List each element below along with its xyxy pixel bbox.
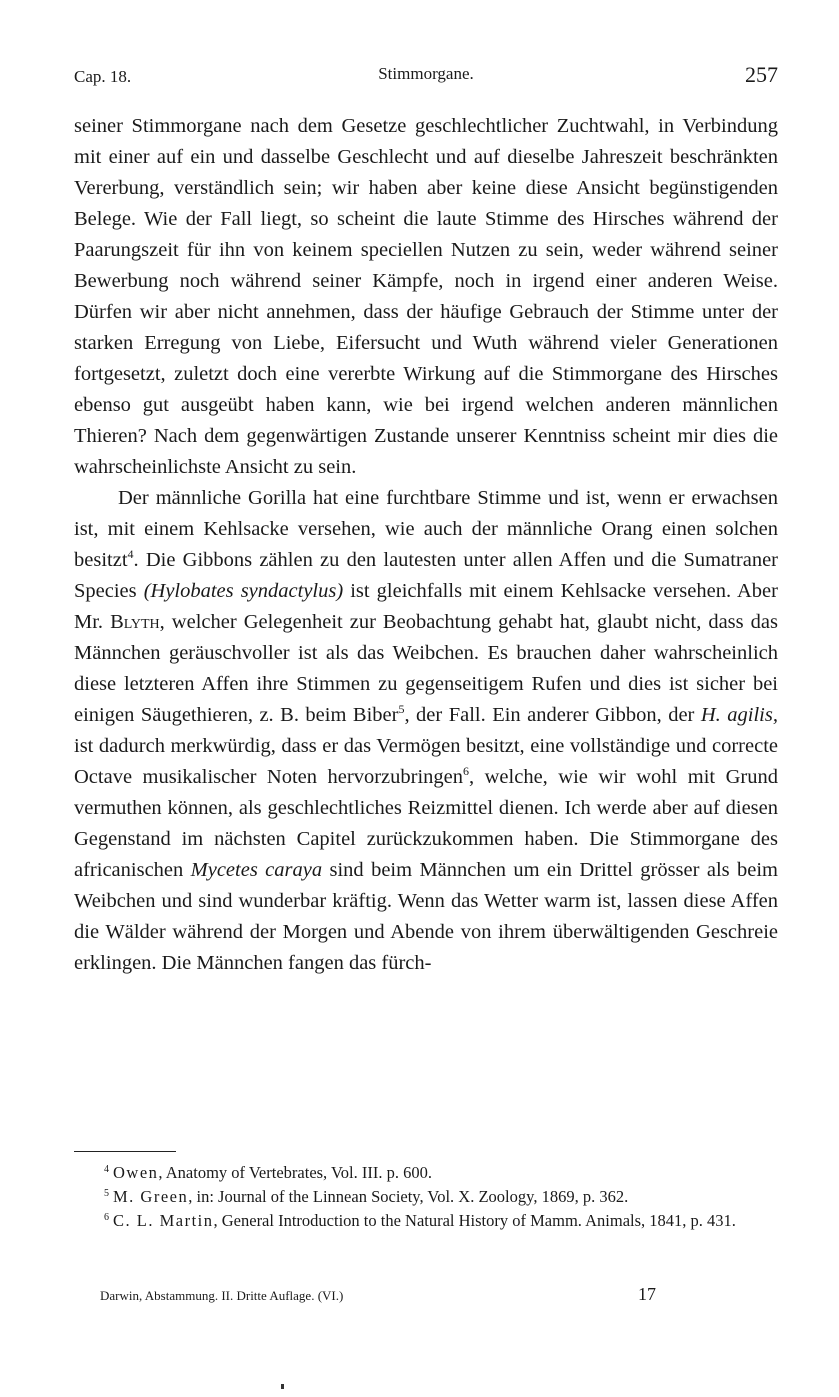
footnotes <box>74 1161 778 1233</box>
paragraph: seiner Stimmorgane nach dem Gesetze geschlechtlicher Zuchtwahl, in Verbindung mit einer auf ein und dasselbe Geschlecht und auf dieselbe Jahreszeit beschränkten Vererbung, verständlich sein; wir haben aber keine diese Ansicht begünstigenden Belege. Wie der Fall liegt, so scheint die laute Stimme des Hirsches während der Paarungszeit für ihn von keinem speciellen Nutzen zu sein, weder während seiner Bewerbung noch während seiner Kämpfe, noch in irgend einer anderen Weise. Dürfen wir aber nicht annehmen, dass der häufige Gebrauch der Stimme unter der starken Erregung von Liebe, Eifersucht und Wuth während vieler Generationen fortgesetzt, zuletzt doch eine vererbte Wirkung auf die Stimmorgane des Hirsches ebenso gut ausgeübt haben kann, wie bei irgend welchen anderen männlichen Thieren? Nach dem gegenwärtigen Zustande unserer Kenntniss scheint mir dies die wahrscheinlichste Ansicht zu sein. <box>74 115 778 478</box>
footnote: $^6$ C. L. Martin, General Introduction to the Natural History of Mamm. Animals, 1841, p. 431. <box>104 1211 736 1230</box>
main-text <box>74 111 778 979</box>
author-name: M. Green <box>113 1187 189 1206</box>
italic-text: Mycetes caraya <box>190 859 323 881</box>
footnote-divider <box>74 1151 176 1152</box>
footnote-mark: 5 <box>104 1187 109 1199</box>
footnote-mark: 4 <box>104 1163 109 1175</box>
running-title: Stimmorgane. <box>378 64 474 83</box>
author-name: Owen <box>113 1163 159 1182</box>
footnote-ref: 5 <box>398 702 405 717</box>
footnote-ref: 4 <box>127 547 134 562</box>
footnote: $^5$ M. Green, in: Journal of the Linnean Society, Vol. X. Zoology, 1869, p. 362. <box>104 1187 629 1206</box>
print-speck <box>281 1384 284 1389</box>
footnote: $^4$ Owen, Anatomy of Vertebrates, Vol. III. p. 600. <box>104 1163 432 1182</box>
italic-text: (Hylobates syndactylus) <box>143 580 344 602</box>
running-header <box>74 62 778 92</box>
footnote-ref: 6 <box>463 764 469 779</box>
author-name: Blyth <box>110 611 160 633</box>
signature-text: Darwin, Abstammung. II. Dritte Auflage. (VI.) <box>100 1288 344 1303</box>
paragraph: Der männliche Gorilla hat eine furchtbare Stimme und ist, wenn er erwachsen ist, mit einem Kehlsacke versehen, wie auch der männliche Orang einen solchen besitzt$^4$. Die Gibbons zählen zu den lautesten unter allen Affen und die Sumatraner Species (Hylobates syndactylus) ist gleichfalls mit einem Kehlsacke versehen. Aber Mr. Blyth, welcher Gelegenheit zur Beobachtung gehabt hat, glaubt nicht, dass das Männchen geräuschvoller ist als das Weibchen. Es brauchen daher wahrscheinlich diese letzteren Affen ihre Stimmen zu gegenseitigem Rufen und dies ist sicher bei einigen Säugethieren, z. B. beim Biber$^5$, der Fall. Ein anderer Gibbon, der H. agilis, ist dadurch merkwürdig, dass er das Vermögen besitzt, eine vollständige und correcte Octave musikalischer Noten hervorzubringen$^6$, welche, wie wir wohl mit Grund vermuthen können, als geschlechtliches Reizmittel dienen. Ich werde aber auf diesen Gegenstand im nächsten Capitel zurückzukommen haben. Die Stimmorgane des africanischen Mycetes caraya sind beim Männchen um ein Drittel grösser als beim Weibchen und sind wunderbar kräftig. Wenn das Wetter warm ist, lassen diese Affen die Wälder während der Morgen und Abende von ihrem überwältigenden Geschreie erklingen. Die Männchen fangen das fürch- <box>74 487 778 974</box>
footnote-mark: 6 <box>104 1211 109 1223</box>
author-name: C. L. Martin <box>113 1211 214 1230</box>
page-number: 257 <box>745 62 778 87</box>
sheet-number: 17 <box>638 1284 656 1304</box>
italic-text: H. agilis, <box>700 704 778 726</box>
chapter-label: Cap. 18. <box>74 67 132 86</box>
printer-signature <box>100 1284 660 1308</box>
